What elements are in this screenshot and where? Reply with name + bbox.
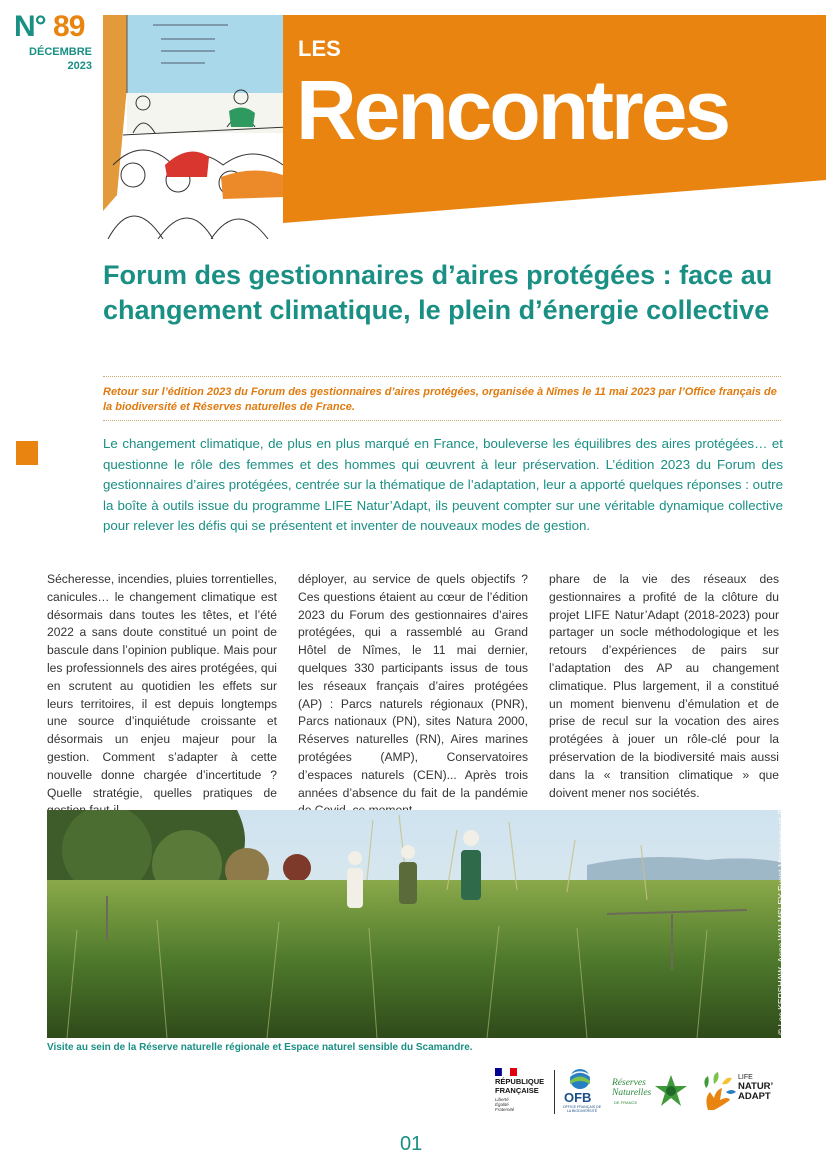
body-column-2: déployer, au service de quels objectifs ? Ces questions étaient au cœur de l’édition 2023 du Forum des gestionnaires d’aires protégées, qui a rassemblé au Grand Hôtel de Nîmes, le 11 mai dernier, quelques 330 participants issus de tous les réseaux français d’aires protégées (AP) : Parcs naturels régionaux (PNR), Parcs nationaux (PN), sites Natura 2000, Réserves naturelles (RN), Aires marines protégées (AMP), Conservatoires d’espaces naturels (CEN)... Après trois années d’absence du fait de la pandémie [298, 572, 528, 800]
naturadapt-label: NATUR’ ADAPT [738, 1081, 773, 1102]
intro-rule-top [103, 376, 781, 377]
issue-prefix: N° [14, 10, 46, 43]
hand-leaves-icon [700, 1072, 736, 1112]
banner-title: Rencontres [296, 63, 729, 157]
life-naturadapt-logo [700, 1070, 790, 1116]
rn-title: Réserves Naturelles [612, 1078, 652, 1098]
ofb-name: OFB [564, 1090, 592, 1105]
logo-separator [554, 1070, 555, 1114]
ofb-emblem-icon [562, 1068, 602, 1090]
body-column-1: Sécheresse, incendies, pluies torrentielles, canicules… le changement climatique est désormais dans toutes les têtes, et l’été 2022 a sans doute constitué un point de bascule dans l’opinion publique. Mais pour les professionnels des aires protégées, qui en scrutent au quotidien les effets sur leurs territoires, il est depuis longtemps une source d’inquiétude croissante et désormais un enjeu majeur pour la gestion. Comment s’adapter à cette nouvelle donne chargée d’incertitude ? Quelle stratégie, quelles pratiques de [47, 572, 277, 800]
ofb-subtitle: OFFICE FRANÇAIS DE LA BIODIVERSITÉ [562, 1105, 602, 1113]
photo-credit [766, 799, 786, 1035]
issue-month: DÉCEMBRE [29, 46, 92, 58]
article-intro: Retour sur l’édition 2023 du Forum des gestionnaires d’aires protégées, organisée à Nîmes le 11 mai 2023 par l’Office français de la biodiversité et Réserves naturelles de France. [103, 386, 777, 413]
photo-credit-text: © Lee KERSHAW_Anna WALMSLEY Event Management (56) [776, 799, 786, 1035]
issue-number-value: 89 [53, 10, 85, 43]
life-label: LIFE [738, 1074, 753, 1081]
rf-title: RÉPUBLIQUE FRANÇAISE [495, 1077, 545, 1095]
rf-motto: Liberté Égalité Fraternité [495, 1097, 515, 1112]
photo-caption: Visite au sein de la Réserve naturelle régionale et Espace naturel sensible du Scamandre. [47, 1042, 473, 1053]
body-column-3: phare de la vie des réseaux des gestionnaires a profité de la clôture du projet LIFE Natur’Adapt (2018-2023) pour partager un socle méthodologique et les retours d’expériences de pairs sur l’adaptation des AP au changement climatique. Plus largement, il a constitué un moment bienvenu d’émulation et de prise de recul sur la vocation des aires protégées à jouer un rôle-clé pour la préservation de la biodiversité mais aussi dans la « transition climatique » que doivent mener nos sociétés. [549, 572, 779, 800]
banner-small-label: LES [298, 36, 341, 61]
french-flag-icon [495, 1068, 517, 1076]
header-illustration [103, 15, 288, 239]
reserves-naturelles-logo [612, 1072, 692, 1114]
page-number: 01 [400, 1133, 423, 1155]
republique-francaise-logo [495, 1068, 553, 1118]
issue-number [14, 10, 84, 44]
rn-subtitle: DE FRANCE [614, 1100, 638, 1105]
article-title: Forum des gestionnaires d’aires protégées : face au changement climatique, le plein d’énergie collective [103, 260, 773, 325]
article-photo [47, 810, 781, 1038]
article-lead: Le changement climatique, de plus en plus marqué en France, bouleverse les équilibres des aires protégées… et questionne le rôle des femmes et des hommes qui œuvrent à leur préservation. L’édition 2023 du Forum des gestionnaires d’aires protégées, centrée sur la thématique de l’adaptation, leur a apporté quelques réponses : outre la boîte à outils issue du programme LIFE Natur’Adapt, ils peuvent compter sur une véritable dynamique collective pour relever les défis qui se présentent et inventer de nouveaux modes de gestion. [103, 436, 783, 533]
issue-date [14, 45, 92, 73]
ofb-logo [562, 1068, 602, 1118]
rn-emblem-icon [654, 1074, 688, 1110]
intro-rule-bottom [103, 420, 781, 421]
decorative-square [16, 441, 38, 465]
issue-year: 2023 [67, 60, 92, 72]
